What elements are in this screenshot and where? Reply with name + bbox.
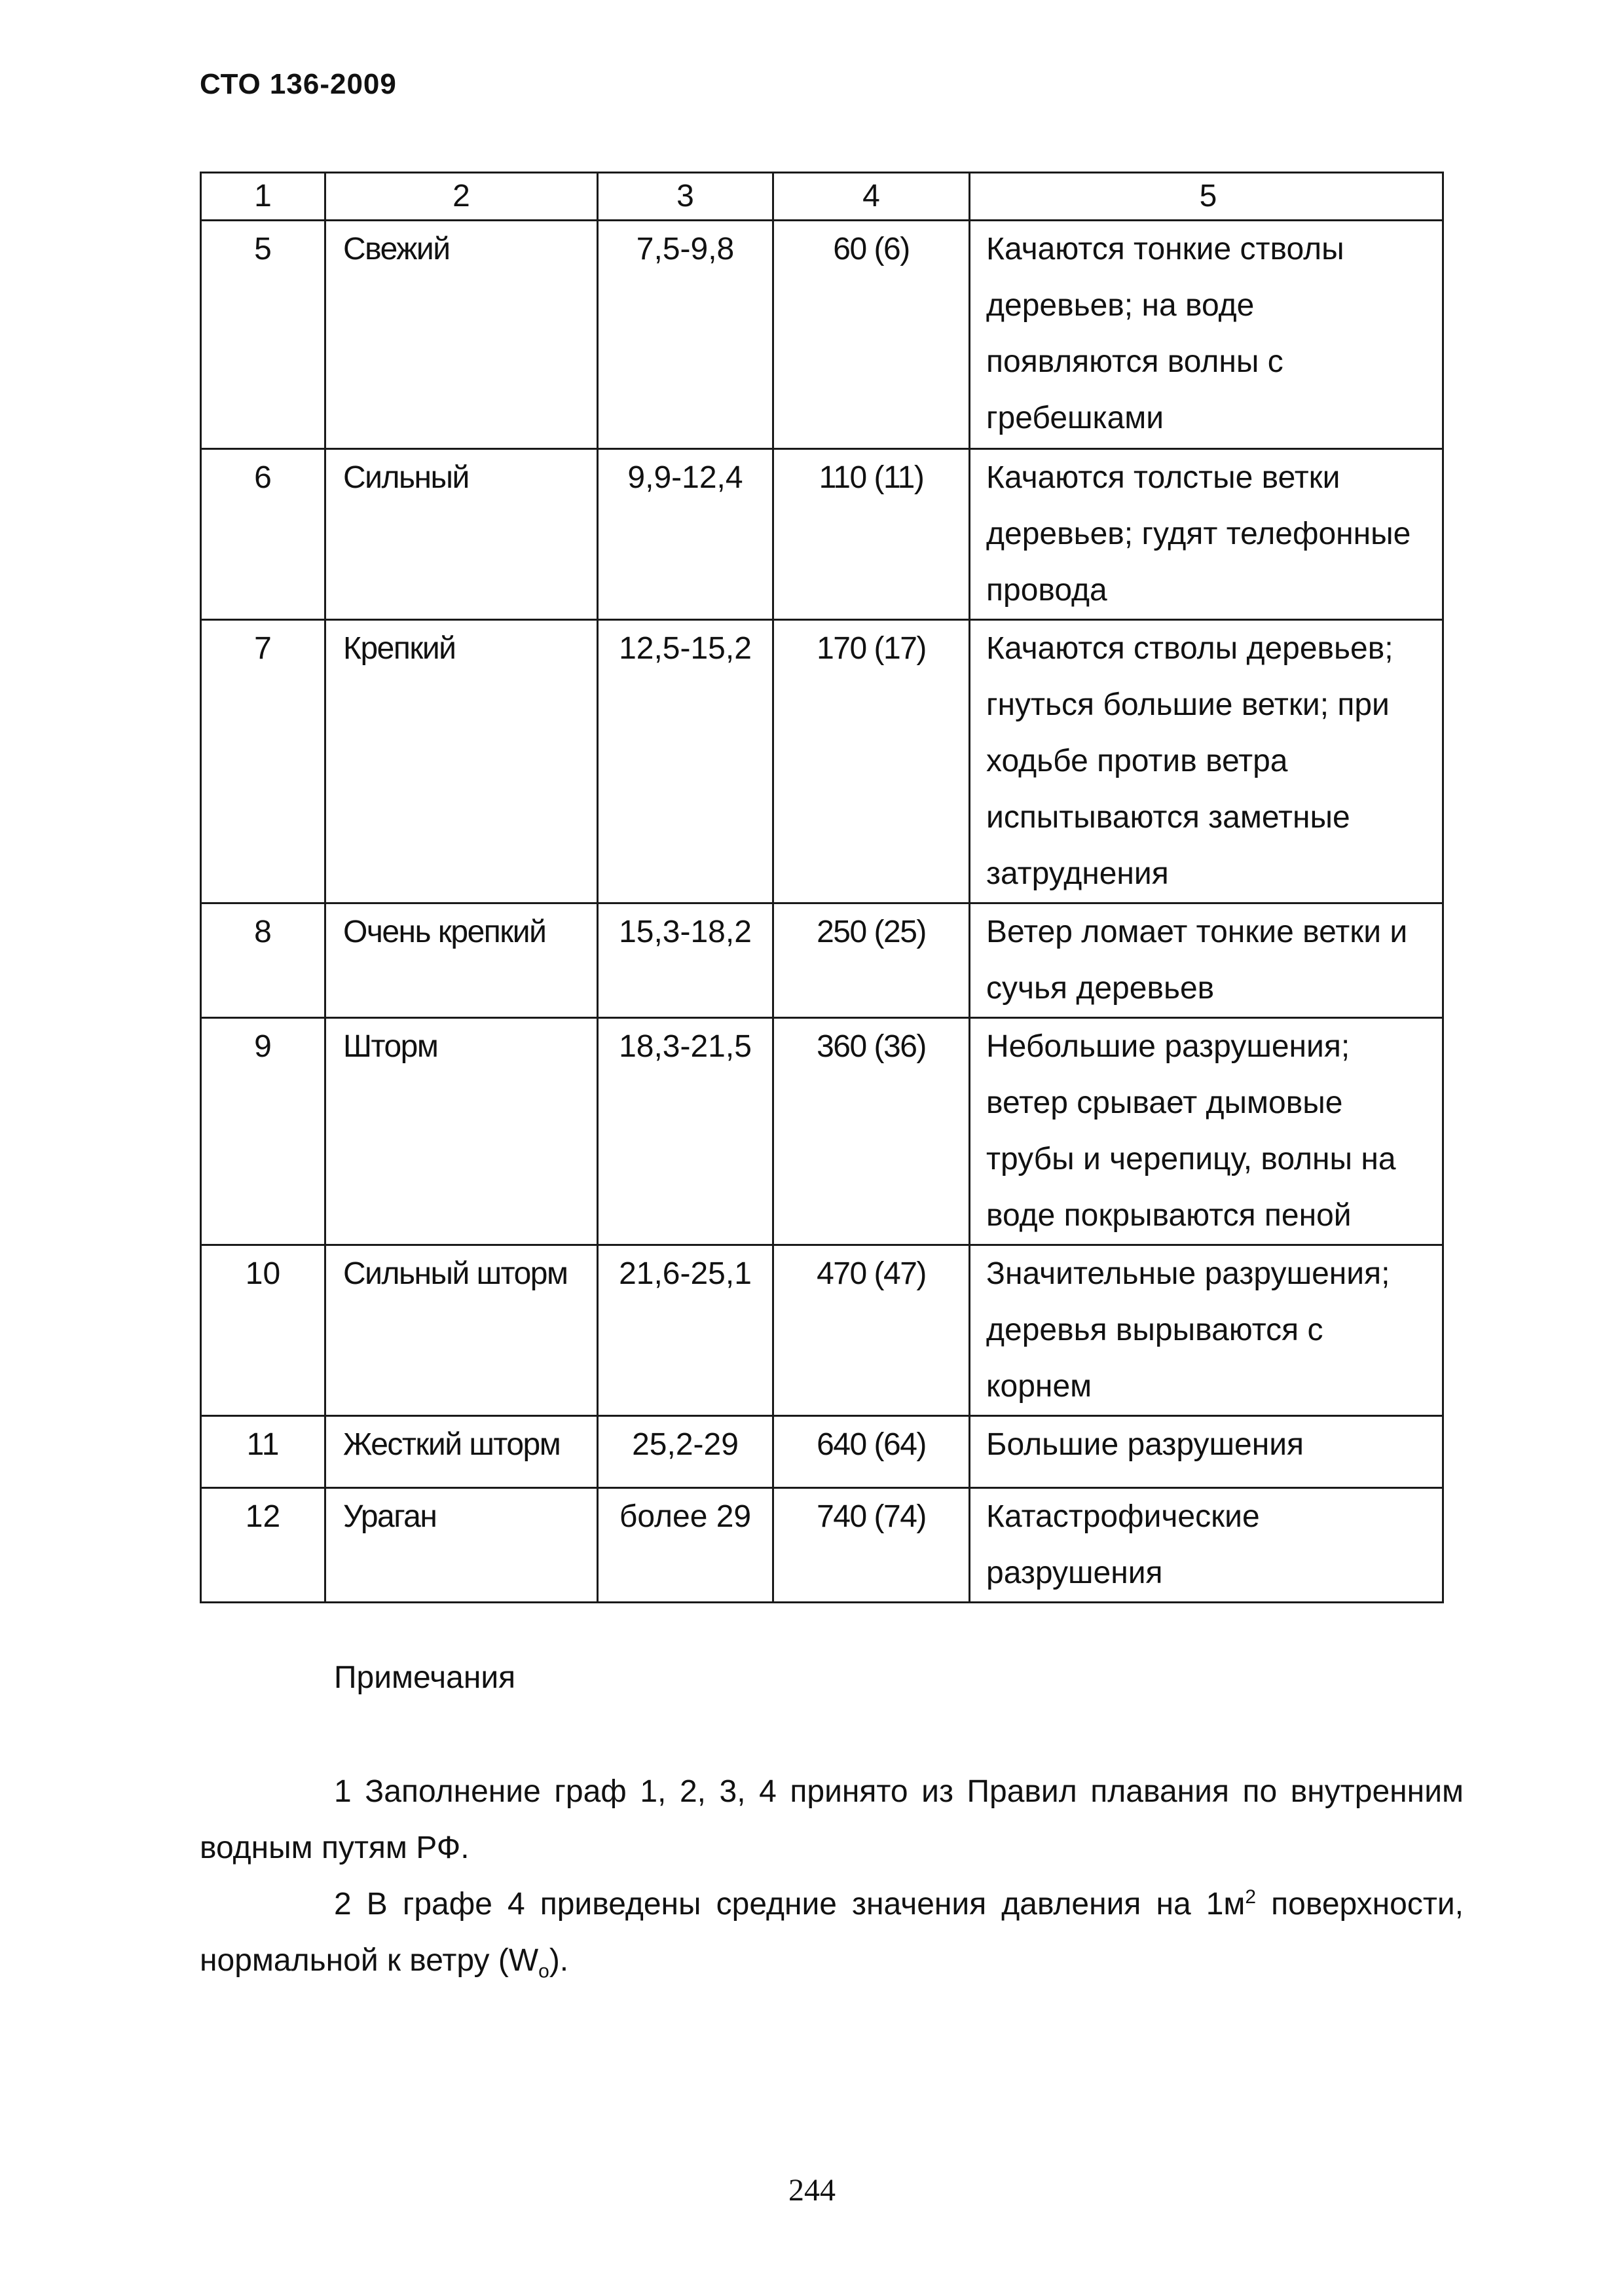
cell-description: Катастрофические разрушения [970,1488,1443,1603]
cell-pressure: 740 (74) [773,1488,970,1603]
cell-pressure: 110 (11) [773,449,970,620]
table-row [201,1245,1443,1416]
table-row [201,1416,1443,1488]
cell-grade: 5 [201,221,325,449]
cell-grade: 12 [201,1488,325,1603]
cell-grade: 6 [201,449,325,620]
table-row [201,620,1443,903]
cell-name: Свежий [325,221,598,449]
cell-speed: 18,3-21,5 [598,1018,773,1245]
cell-name: Очень крепкий [325,903,598,1018]
notes-section [200,1650,1464,1989]
table-header [201,173,1443,221]
column-header-2: 2 [325,173,598,221]
note-2-text-start: 2 В графе 4 приведены средние значения давления на 1м [334,1887,1246,1922]
cell-description: Значительные разрушения; деревья вырываются с корнем [970,1245,1443,1416]
note-2-superscript: 2 [1245,1886,1257,1908]
cell-description: Небольшие разрушения; ветер срывает дымовые трубы и черепицу, волны на воде покрываются пеной [970,1018,1443,1245]
column-header-1: 1 [201,173,325,221]
cell-grade: 11 [201,1416,325,1488]
cell-pressure: 640 (64) [773,1416,970,1488]
wind-scale-table [200,172,1444,1603]
cell-description: Большие разрушения [970,1416,1443,1488]
cell-speed: 9,9-12,4 [598,449,773,620]
cell-name: Жесткий шторм [325,1416,598,1488]
cell-grade: 10 [201,1245,325,1416]
header-row [201,173,1443,221]
cell-name: Шторм [325,1018,598,1245]
cell-description: Качаются стволы деревьев; гнуться большие ветки; при ходьбе против ветра испытываются заметные затруднения [970,620,1443,903]
cell-speed: 12,5-15,2 [598,620,773,903]
cell-pressure: 170 (17) [773,620,970,903]
cell-speed: 25,2-29 [598,1416,773,1488]
notes-heading: Примечания [334,1660,516,1695]
note-1: 1 Заполнение граф 1, 2, 3, 4 принято из Правил плавания по внутренним водным путям РФ. [200,1774,1464,1865]
cell-description: Качаются толстые ветки деревьев; гудят телефонные провода [970,449,1443,620]
document-code: СТО 136-2009 [200,68,397,100]
table-row [201,1018,1443,1245]
cell-pressure: 60 (6) [773,221,970,449]
column-header-3: 3 [598,173,773,221]
table-body [201,221,1443,1603]
note-2-text-middle: поверхности, нормальной к ветру (W [200,1887,1464,1978]
note-2-subscript: о [538,1960,549,1982]
cell-description: Качаются тонкие стволы деревьев; на воде появляются волны с гребешками [970,221,1443,449]
table-row [201,221,1443,449]
table-row [201,449,1443,620]
cell-name: Крепкий [325,620,598,903]
cell-description: Ветер ломает тонкие ветки и сучья деревьев [970,903,1443,1018]
note-2 [200,1876,1464,1989]
cell-pressure: 470 (47) [773,1245,970,1416]
cell-speed: 21,6-25,1 [598,1245,773,1416]
note-2-text-end: ). [549,1943,569,1978]
cell-speed: более 29 [598,1488,773,1603]
cell-name: Ураган [325,1488,598,1603]
cell-name: Сильный [325,449,598,620]
cell-pressure: 250 (25) [773,903,970,1018]
cell-speed: 15,3-18,2 [598,903,773,1018]
cell-pressure: 360 (36) [773,1018,970,1245]
cell-grade: 8 [201,903,325,1018]
cell-grade: 9 [201,1018,325,1245]
table-row [201,1488,1443,1603]
cell-grade: 7 [201,620,325,903]
column-header-4: 4 [773,173,970,221]
cell-speed: 7,5-9,8 [598,221,773,449]
cell-name: Сильный шторм [325,1245,598,1416]
column-header-5: 5 [970,173,1443,221]
table-row [201,903,1443,1018]
page-number: 244 [788,2173,836,2208]
